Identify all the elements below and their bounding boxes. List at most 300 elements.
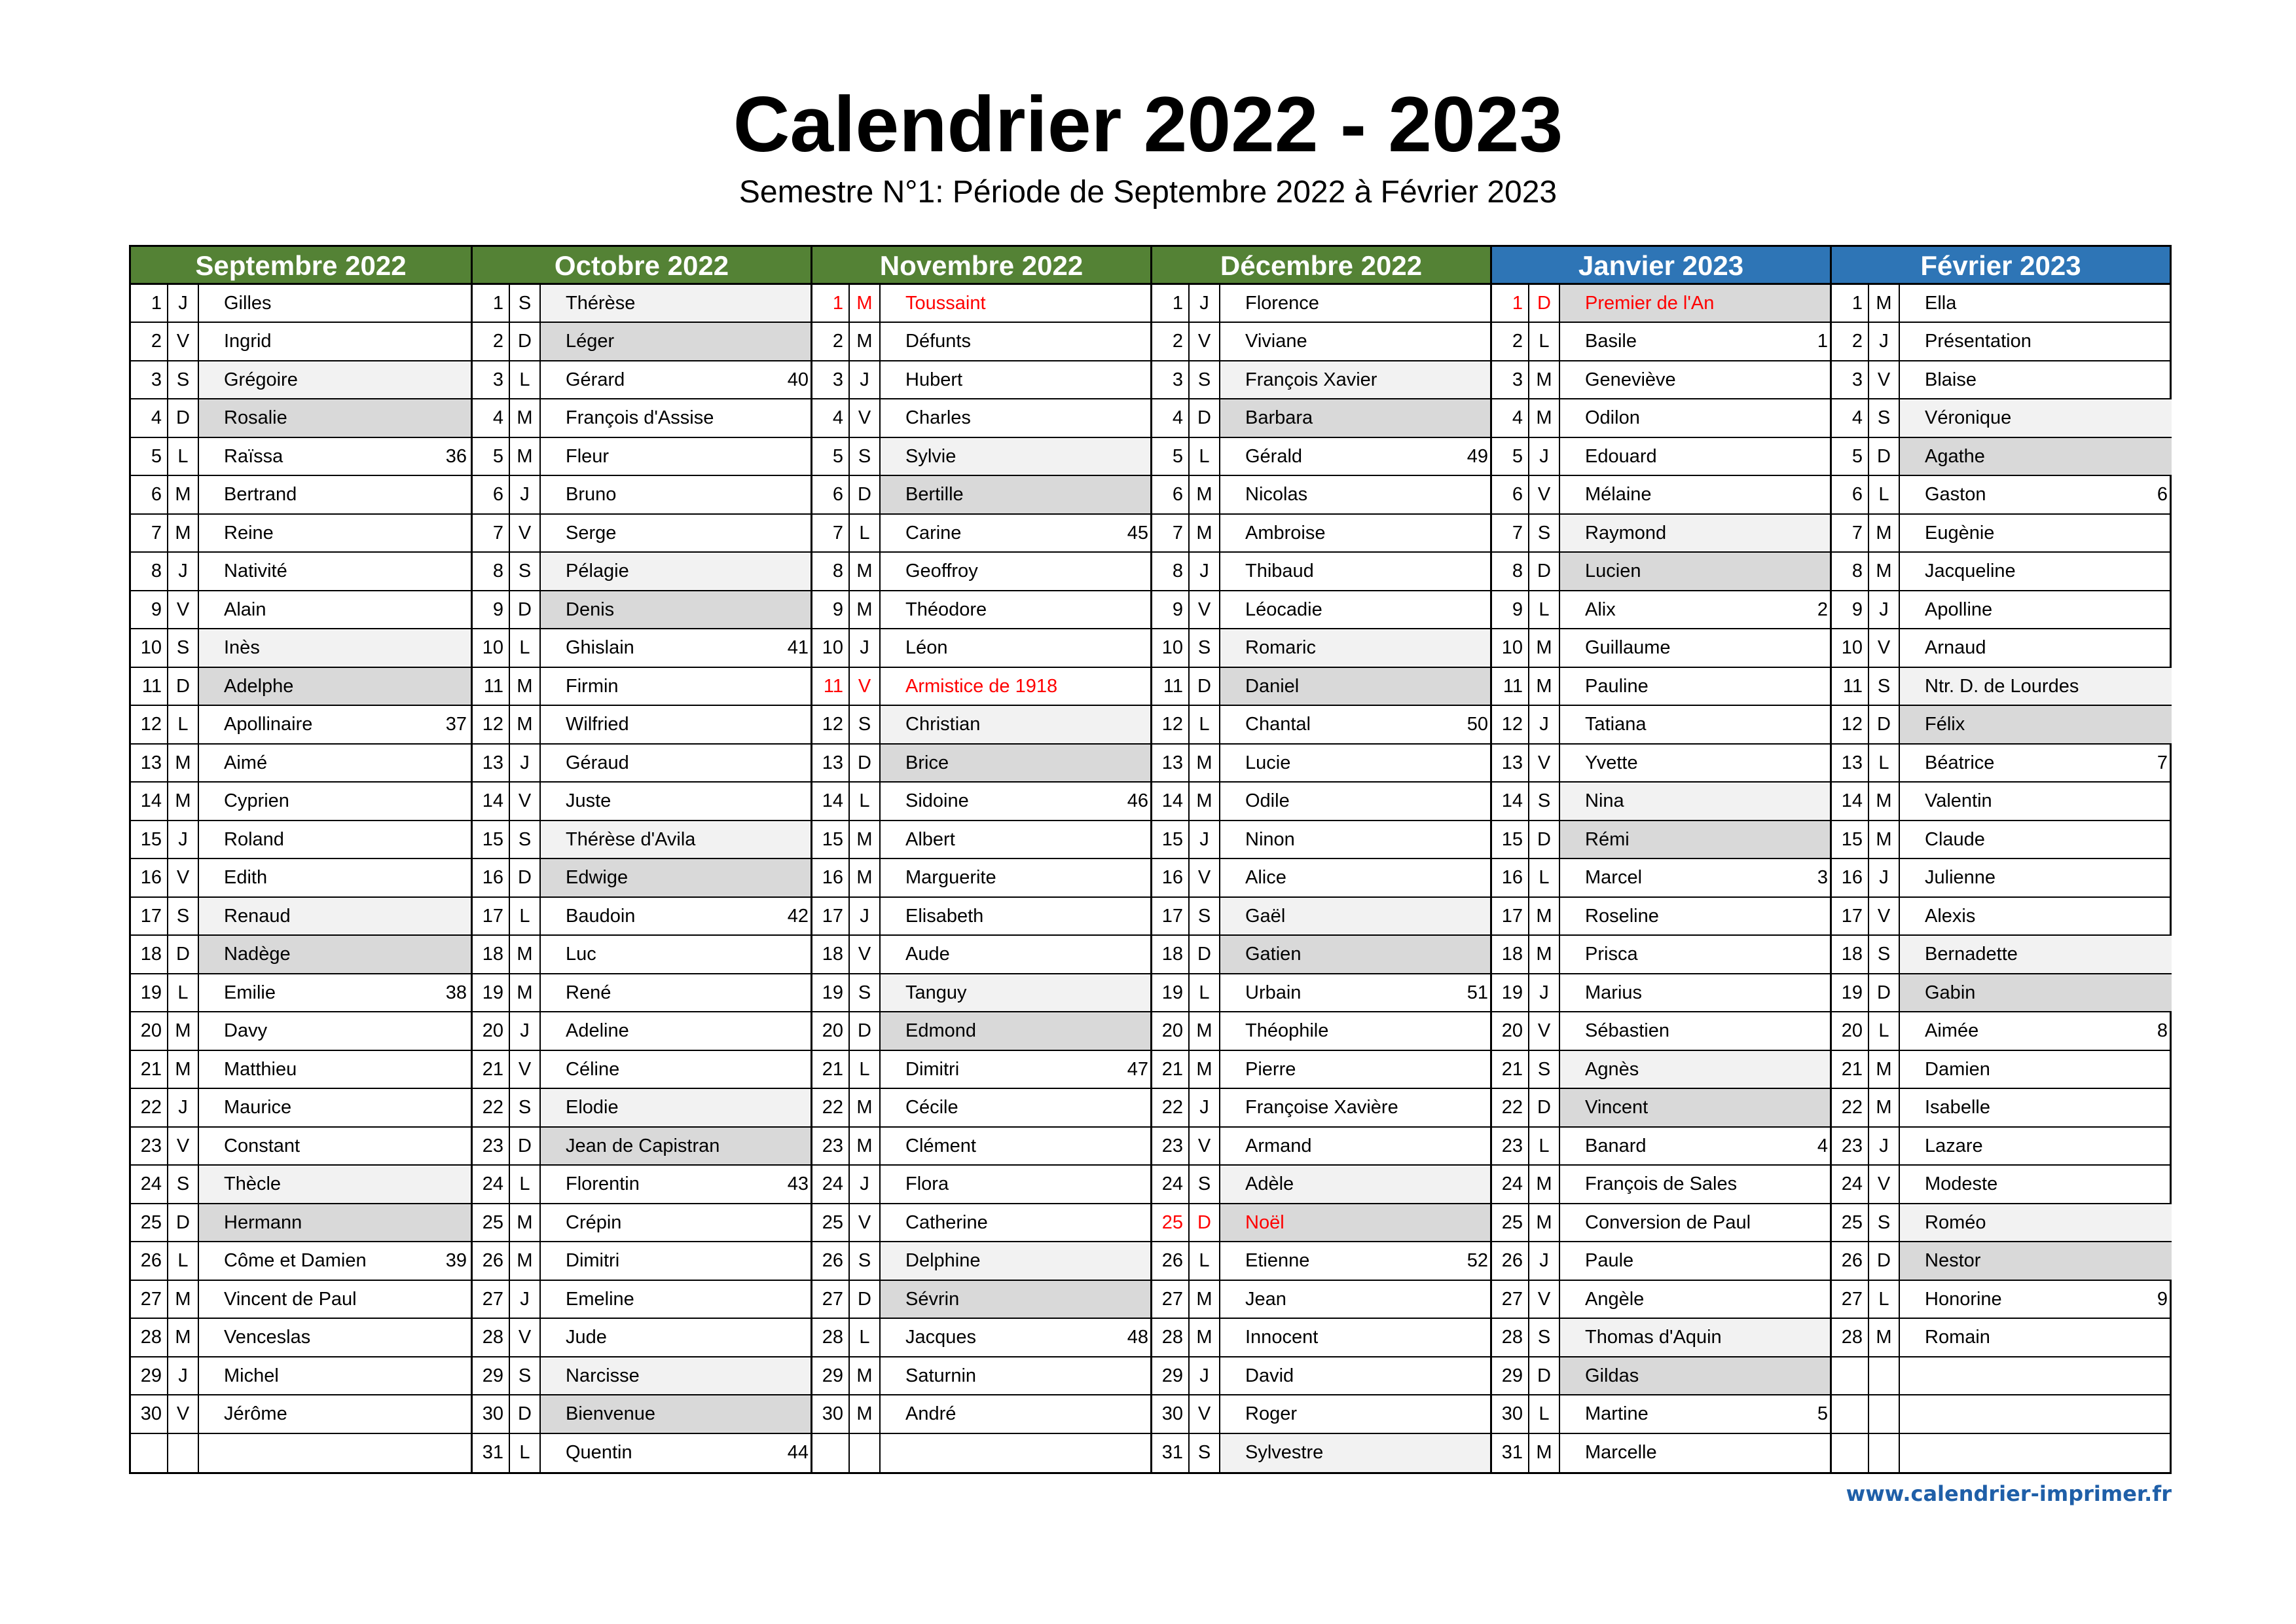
day-number	[1832, 1395, 1869, 1432]
day-number: 10	[131, 629, 168, 666]
day-of-week: M	[1529, 361, 1560, 398]
saint-name	[199, 1051, 471, 1088]
day-of-week: V	[1190, 859, 1220, 896]
day-row	[471, 1051, 811, 1089]
saint-name-text: Jean	[1245, 1288, 1286, 1310]
day-row	[1490, 745, 1830, 783]
day-row	[1490, 476, 1830, 514]
day-row	[811, 323, 1150, 361]
day-number: 12	[812, 706, 850, 743]
day-number: 9	[1152, 591, 1190, 628]
day-row	[1490, 1434, 1830, 1472]
day-number: 29	[473, 1357, 510, 1394]
day-number: 22	[812, 1089, 850, 1126]
day-of-week: L	[168, 1242, 199, 1279]
day-of-week: M	[1529, 898, 1560, 934]
day-number: 20	[812, 1012, 850, 1049]
day-of-week: M	[1190, 476, 1220, 513]
saint-name	[1900, 285, 2172, 322]
day-of-week	[1869, 1434, 1900, 1472]
saint-name	[1220, 783, 1492, 819]
saint-name	[541, 1395, 812, 1432]
week-number: 43	[787, 1173, 809, 1195]
day-of-week: D	[510, 859, 541, 896]
day-row	[131, 1204, 471, 1242]
saint-name-text: Isabelle	[1925, 1097, 1990, 1118]
day-of-week: D	[510, 1395, 541, 1432]
day-number: 21	[812, 1051, 850, 1088]
day-row	[1830, 1281, 2170, 1319]
day-number: 7	[1832, 515, 1869, 551]
day-of-week: S	[850, 438, 881, 475]
day-number: 9	[1832, 591, 1869, 628]
saint-name	[199, 1089, 471, 1126]
day-of-week: L	[1529, 591, 1560, 628]
saint-name-text: Grégoire	[224, 369, 298, 390]
day-of-week: L	[1869, 476, 1900, 513]
saint-name	[1220, 399, 1492, 436]
saint-name-text: Armistice de 1918	[905, 675, 1058, 697]
day-row	[1830, 553, 2170, 591]
saint-name	[1560, 1242, 1832, 1279]
day-of-week: V	[1869, 1166, 1900, 1202]
day-number: 5	[1152, 438, 1190, 475]
saint-name-text: Alix	[1585, 599, 1616, 620]
saint-name	[881, 285, 1152, 322]
day-row	[811, 1204, 1150, 1242]
calendar-grid	[129, 245, 2172, 1474]
day-row	[1490, 1242, 1830, 1280]
saint-name-text: Paule	[1585, 1250, 1634, 1272]
saint-name-text: Marcelle	[1585, 1441, 1657, 1463]
saint-name-text: Prisca	[1585, 944, 1638, 965]
day-of-week: D	[850, 1281, 881, 1318]
day-number: 8	[1152, 553, 1190, 589]
saint-name	[881, 323, 1152, 360]
day-row	[131, 936, 471, 974]
saint-name-text: Léon	[905, 637, 948, 659]
saint-name	[1220, 1434, 1492, 1472]
day-row	[131, 1357, 471, 1395]
day-number: 6	[131, 476, 168, 513]
saint-name-text: Aimé	[224, 752, 268, 773]
saint-name	[541, 553, 812, 589]
day-of-week: M	[510, 936, 541, 972]
day-number: 15	[1152, 821, 1190, 858]
saint-name-text: Etienne	[1245, 1250, 1310, 1272]
day-row	[1830, 1128, 2170, 1166]
saint-name	[1560, 285, 1832, 322]
day-row	[1150, 859, 1490, 897]
saint-name-text: Marguerite	[905, 867, 996, 889]
day-of-week: J	[168, 553, 199, 589]
day-row	[1490, 361, 1830, 399]
day-row	[471, 1089, 811, 1127]
day-row	[131, 1434, 471, 1472]
saint-name	[1220, 515, 1492, 551]
saint-name	[881, 1166, 1152, 1202]
day-number: 24	[812, 1166, 850, 1202]
day-row	[1490, 1089, 1830, 1127]
day-number: 13	[812, 745, 850, 781]
saint-name	[1220, 1242, 1492, 1279]
day-number: 28	[1832, 1319, 1869, 1356]
day-of-week: V	[1869, 629, 1900, 666]
week-number: 44	[787, 1441, 809, 1463]
month-header: Septembre 2022	[131, 247, 471, 285]
saint-name	[881, 1281, 1152, 1318]
saint-name	[1220, 438, 1492, 475]
day-row	[1150, 668, 1490, 706]
saint-name	[199, 323, 471, 360]
day-row	[1830, 629, 2170, 667]
day-of-week: L	[510, 1166, 541, 1202]
day-row	[471, 361, 811, 399]
day-row	[1830, 1434, 2170, 1472]
saint-name	[881, 1319, 1152, 1356]
day-number: 28	[812, 1319, 850, 1356]
saint-name-text: Ntr. D. de Lourdes	[1925, 675, 2079, 697]
day-row	[811, 438, 1150, 476]
saint-name-text: Elodie	[566, 1097, 619, 1118]
saint-name-text: Elisabeth	[905, 905, 984, 927]
day-row	[811, 1242, 1150, 1280]
saint-name	[1560, 515, 1832, 551]
day-of-week: L	[1190, 974, 1220, 1011]
saint-name-text: Basile	[1585, 331, 1637, 352]
day-of-week: L	[1190, 1242, 1220, 1279]
day-number: 25	[1492, 1204, 1529, 1241]
saint-name	[199, 361, 471, 398]
week-number: 9	[2157, 1288, 2168, 1310]
day-number: 18	[1832, 936, 1869, 972]
day-number: 7	[812, 515, 850, 551]
saint-name-text: Apollinaire	[224, 714, 313, 735]
day-number: 19	[812, 974, 850, 1011]
saint-name	[1560, 1089, 1832, 1126]
saint-name	[1560, 1128, 1832, 1164]
day-of-week: M	[510, 706, 541, 743]
saint-name	[199, 399, 471, 436]
saint-name	[881, 1357, 1152, 1394]
saint-name	[881, 629, 1152, 666]
day-of-week: V	[168, 323, 199, 360]
saint-name	[199, 706, 471, 743]
day-number: 5	[1832, 438, 1869, 475]
day-row	[1830, 821, 2170, 859]
day-row	[131, 1089, 471, 1127]
day-row	[1830, 1242, 2170, 1280]
day-of-week: D	[1529, 1089, 1560, 1126]
day-number: 28	[1492, 1319, 1529, 1356]
day-row	[1490, 1012, 1830, 1050]
day-of-week: S	[168, 629, 199, 666]
day-row	[1150, 1281, 1490, 1319]
saint-name-text: Toussaint	[905, 293, 986, 314]
day-row	[131, 1395, 471, 1433]
saint-name-text: Vincent de Paul	[224, 1288, 357, 1310]
saint-name	[541, 1166, 812, 1202]
day-number: 9	[473, 591, 510, 628]
day-of-week: M	[1529, 1204, 1560, 1241]
saint-name	[1900, 783, 2172, 819]
day-number: 21	[1832, 1051, 1869, 1088]
saint-name	[881, 745, 1152, 781]
day-of-week: S	[510, 285, 541, 322]
saint-name-text: Damien	[1925, 1058, 1990, 1080]
saint-name-text: Innocent	[1245, 1327, 1319, 1348]
saint-name	[1220, 1012, 1492, 1049]
day-number: 18	[812, 936, 850, 972]
day-number: 20	[473, 1012, 510, 1049]
day-number: 19	[473, 974, 510, 1011]
footer-url[interactable]: www.calendrier-imprimer.fr	[1846, 1481, 2172, 1506]
day-of-week: J	[168, 821, 199, 858]
saint-name-text: Nina	[1585, 790, 1624, 812]
day-row	[131, 821, 471, 859]
saint-name-text: Edith	[224, 867, 268, 889]
saint-name	[199, 936, 471, 972]
day-of-week: M	[850, 553, 881, 589]
saint-name	[1900, 438, 2172, 475]
day-number: 9	[812, 591, 850, 628]
saint-name-text: André	[905, 1403, 957, 1425]
saint-name-text: Thècle	[224, 1173, 282, 1195]
saint-name-text: François de Sales	[1585, 1173, 1738, 1195]
day-number: 10	[1832, 629, 1869, 666]
saint-name-text: Céline	[566, 1058, 620, 1080]
saint-name	[541, 783, 812, 819]
day-of-week: M	[510, 974, 541, 1011]
day-row	[471, 1357, 811, 1395]
saint-name-text: Serge	[566, 522, 617, 544]
saint-name	[1900, 1434, 2172, 1472]
day-number: 11	[131, 668, 168, 705]
day-of-week: L	[1190, 706, 1220, 743]
day-number: 3	[812, 361, 850, 398]
day-row	[811, 361, 1150, 399]
day-number: 2	[1152, 323, 1190, 360]
saint-name	[541, 323, 812, 360]
day-of-week: M	[510, 1204, 541, 1241]
day-of-week: M	[168, 1281, 199, 1318]
day-of-week: V	[850, 668, 881, 705]
day-of-week: M	[168, 1051, 199, 1088]
day-number: 23	[131, 1128, 168, 1164]
day-row	[1150, 745, 1490, 783]
saint-name	[1560, 1204, 1832, 1241]
day-of-week: M	[1190, 1051, 1220, 1088]
day-number: 26	[1832, 1242, 1869, 1279]
day-of-week: V	[1529, 1012, 1560, 1049]
day-row	[1150, 476, 1490, 514]
day-of-week: D	[850, 476, 881, 513]
day-row	[131, 1242, 471, 1280]
saint-name-text: Renaud	[224, 905, 291, 927]
day-of-week: M	[1529, 399, 1560, 436]
saint-name-text: Yvette	[1585, 752, 1638, 773]
day-row	[811, 285, 1150, 323]
day-row	[1150, 361, 1490, 399]
day-number: 19	[131, 974, 168, 1011]
saint-name	[881, 1395, 1152, 1432]
saint-name-text: Romaric	[1245, 637, 1316, 659]
week-number: 7	[2157, 752, 2168, 773]
saint-name	[541, 1242, 812, 1279]
saint-name-text: Martine	[1585, 1403, 1649, 1425]
day-number: 15	[473, 821, 510, 858]
day-of-week: L	[168, 438, 199, 475]
saint-name-text: Edmond	[905, 1020, 977, 1042]
saint-name-text: Vincent	[1585, 1097, 1649, 1118]
day-number: 1	[812, 285, 850, 322]
day-number: 22	[131, 1089, 168, 1126]
day-row	[471, 1281, 811, 1319]
day-of-week: D	[168, 668, 199, 705]
day-row	[1830, 783, 2170, 821]
day-number: 26	[131, 1242, 168, 1279]
month-column	[1830, 247, 2170, 1472]
saint-name-text: Félix	[1925, 714, 1965, 735]
saint-name	[1900, 898, 2172, 934]
day-number: 24	[473, 1166, 510, 1202]
saint-name	[1900, 1242, 2172, 1279]
day-number: 9	[1492, 591, 1529, 628]
day-row	[1490, 323, 1830, 361]
day-of-week: J	[168, 285, 199, 322]
day-row	[131, 285, 471, 323]
day-row	[131, 323, 471, 361]
saint-name	[1560, 591, 1832, 628]
day-number: 11	[1492, 668, 1529, 705]
saint-name	[1220, 1357, 1492, 1394]
day-of-week: V	[168, 1395, 199, 1432]
saint-name-text: Léocadie	[1245, 599, 1322, 620]
day-number: 12	[473, 706, 510, 743]
saint-name-text: Sylvie	[905, 445, 957, 467]
saint-name	[541, 898, 812, 934]
saint-name-text: Thérèse d'Avila	[566, 828, 696, 850]
saint-name-text: Sylvestre	[1245, 1441, 1324, 1463]
day-row	[1830, 1319, 2170, 1357]
saint-name	[1220, 476, 1492, 513]
saint-name-text: Daniel	[1245, 675, 1300, 697]
saint-name	[1220, 936, 1492, 972]
saint-name-text: Carine	[905, 522, 962, 544]
day-row	[1490, 1357, 1830, 1395]
day-number: 25	[131, 1204, 168, 1241]
day-row	[1150, 1242, 1490, 1280]
saint-name	[881, 1128, 1152, 1164]
day-row	[811, 821, 1150, 859]
day-number: 8	[1832, 553, 1869, 589]
day-number: 29	[1492, 1357, 1529, 1394]
day-of-week: V	[510, 1319, 541, 1356]
saint-name-text: Françoise Xavière	[1245, 1097, 1398, 1118]
day-row	[1150, 1204, 1490, 1242]
saint-name-text: Edwige	[566, 867, 629, 889]
day-row	[811, 399, 1150, 437]
day-number: 13	[1832, 745, 1869, 781]
saint-name-text: Emilie	[224, 982, 276, 1003]
saint-name-text: Sébastien	[1585, 1020, 1669, 1042]
saint-name-text: Gilles	[224, 293, 272, 314]
day-row	[471, 285, 811, 323]
saint-name	[881, 936, 1152, 972]
day-number: 6	[1152, 476, 1190, 513]
saint-name	[541, 745, 812, 781]
day-number: 14	[812, 783, 850, 819]
day-row	[811, 1395, 1150, 1433]
saint-name-text: Quentin	[566, 1441, 632, 1463]
day-of-week: S	[1190, 1434, 1220, 1472]
day-of-week: M	[850, 1128, 881, 1164]
day-of-week: D	[168, 1204, 199, 1241]
saint-name	[541, 1089, 812, 1126]
day-of-week: S	[1190, 361, 1220, 398]
day-row	[1150, 821, 1490, 859]
day-number: 18	[131, 936, 168, 972]
day-row	[1490, 1051, 1830, 1089]
day-row	[1830, 1012, 2170, 1050]
saint-name	[1560, 399, 1832, 436]
saint-name	[1220, 591, 1492, 628]
day-of-week: M	[168, 783, 199, 819]
day-number: 29	[812, 1357, 850, 1394]
saint-name	[1220, 629, 1492, 666]
day-number: 20	[1152, 1012, 1190, 1049]
saint-name	[1220, 1128, 1492, 1164]
day-row	[1830, 515, 2170, 553]
day-of-week: S	[510, 1089, 541, 1126]
day-of-week: S	[1529, 1051, 1560, 1088]
saint-name	[881, 515, 1152, 551]
saint-name-text: Bruno	[566, 484, 617, 506]
saint-name-text: René	[566, 982, 611, 1003]
day-number: 23	[1492, 1128, 1529, 1164]
day-number: 31	[1492, 1434, 1529, 1472]
day-number: 26	[1492, 1242, 1529, 1279]
day-row	[1490, 821, 1830, 859]
day-of-week: M	[1869, 1051, 1900, 1088]
week-number: 41	[787, 637, 809, 659]
day-number: 11	[473, 668, 510, 705]
saint-name-text: Ella	[1925, 293, 1957, 314]
saint-name	[1220, 859, 1492, 896]
day-row	[131, 668, 471, 706]
day-row	[811, 1357, 1150, 1395]
saint-name	[881, 553, 1152, 589]
day-row	[1830, 974, 2170, 1012]
saint-name	[1220, 1395, 1492, 1432]
saint-name	[1900, 745, 2172, 781]
day-of-week: J	[1869, 323, 1900, 360]
day-number	[812, 1434, 850, 1472]
saint-name	[1900, 515, 2172, 551]
day-number: 30	[473, 1395, 510, 1432]
day-number: 15	[812, 821, 850, 858]
week-number: 42	[787, 905, 809, 927]
saint-name	[199, 783, 471, 819]
day-row	[811, 1319, 1150, 1357]
day-row	[1490, 706, 1830, 744]
day-of-week: J	[1869, 591, 1900, 628]
day-of-week: J	[850, 629, 881, 666]
saint-name	[1900, 399, 2172, 436]
day-number: 15	[131, 821, 168, 858]
saint-name	[1560, 706, 1832, 743]
saint-name-text: Alexis	[1925, 905, 1976, 927]
